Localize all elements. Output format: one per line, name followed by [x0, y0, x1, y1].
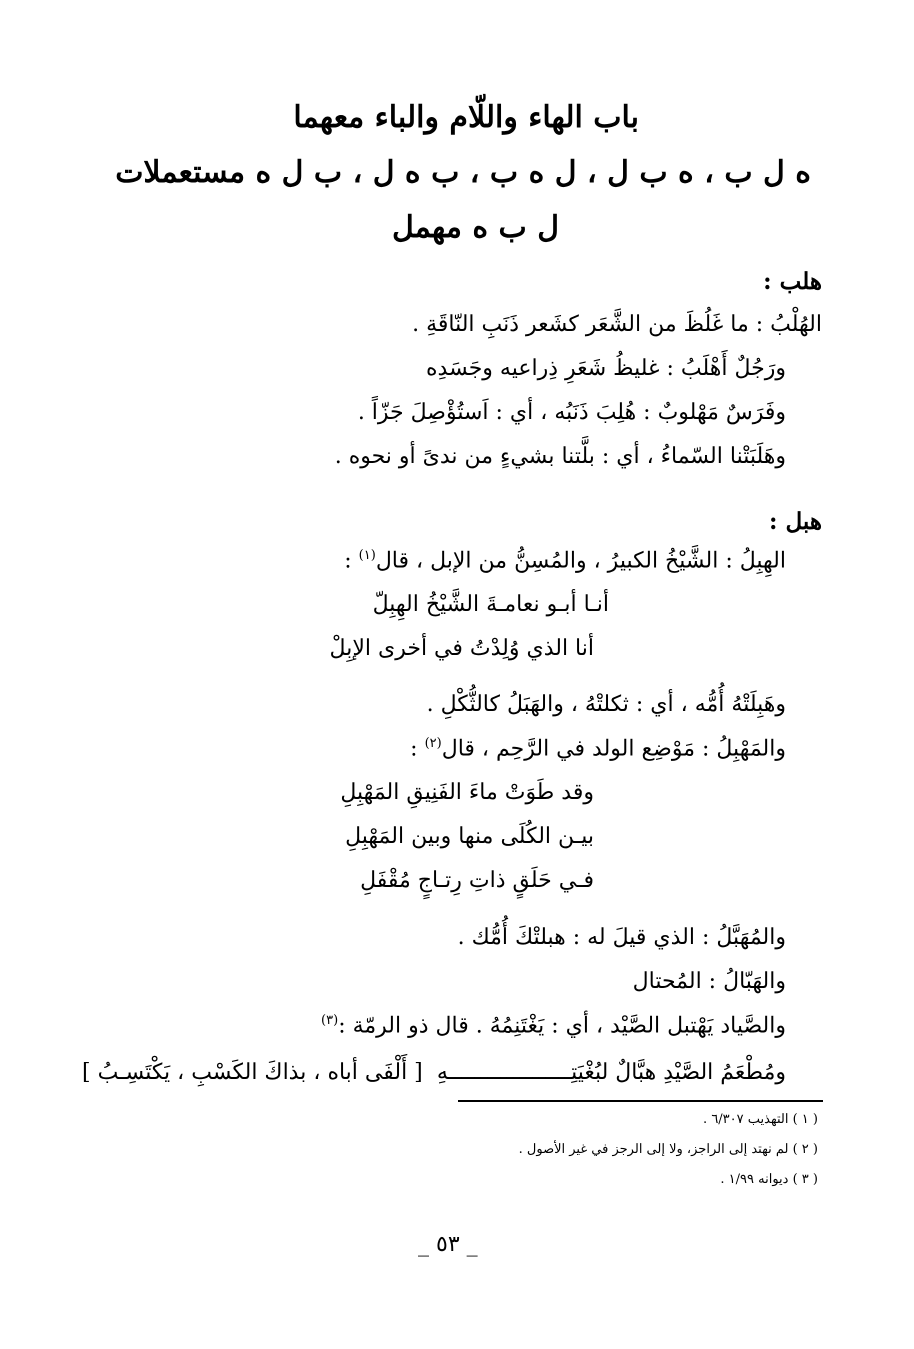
definition-line: وهَلَبَتْنا السّماءُ ، أي : بلَّتنا بشيءٍ من ندىً أو نحوه . — [334, 444, 786, 469]
footnote-divider — [458, 1100, 823, 1102]
verse-line: بيـن الكُلَى منها وبين المَهْبِلِ — [345, 824, 594, 849]
footnote: ( ١ ) التهذيب ٦/٣٠٧ . — [703, 1112, 818, 1127]
root-list-unused: ل ب ه مهمل — [391, 210, 559, 245]
definition-line: ورَجُلٌ أَهْلَبُ : غليظُ شَعَرِ ذِراعيه وجَسَدِه — [426, 356, 786, 381]
footnote-ref: (٢) — [424, 736, 442, 751]
verse-line: أنـا أبـو نعامـةَ الشَّيْخُ الهِبِلّ — [372, 592, 609, 617]
definition-line: الهُلْبُ : ما غَلُظَ من الشَّعَر كشَعر ذَنَبِ النّاقَةِ . — [412, 312, 822, 337]
definition-line: وهَبِلَتْهُ أُمُّه ، أي : ثكلتْهُ ، والهَبَلُ كالثُّكْلِ . — [426, 692, 786, 717]
footnote-ref: (٣) — [321, 1013, 339, 1028]
verse-first-hemistich: ومُطْعَمُ الصَّيْدِ هبَّالٌ لبُغْيَتِـــــــــــــــــــهِ — [436, 1060, 786, 1085]
definition-line: والصَّياد يَهْتبل الصَّيْد ، أي : يَغْتَنِمُهُ . قال ذو الرمّة :$^{(٣)}$ — [321, 1013, 786, 1039]
verse-second-hemistich: [ أَلْفَى أباه ، بذاكَ الكَسْبِ ، يَكْتَسِـبُ ] — [82, 1060, 423, 1085]
definition-line: والهَبّالُ : المُحتال — [632, 969, 786, 994]
root-list-used: ه ل ب ، ه ب ل ، ل ه ب ، ب ه ل ، ب ل ه مستعملات — [115, 155, 811, 190]
definition-line: الهِبِلُ : الشَّيْخُ الكبيرُ ، والمُسِنُّ من الإبل ، قال$^{(١)}$ : — [344, 548, 786, 574]
definition-line: وفَرَسٌ مَهْلوبٌ : هُلِبَ ذَنَبُه ، أي : اَستُؤْصِلَ جَزّاً . — [357, 400, 786, 425]
definition-line: والمُهَبَّلُ : الذي قيلَ له : هبلتْكَ أُمُّك . — [457, 925, 786, 950]
footnote: ( ٣ ) ديوانه ١/٩٩ . — [720, 1172, 818, 1187]
verse-line: وقد طَوَتْ ماءَ الفَنِيقِ المَهْبِلِ — [340, 780, 594, 805]
footnote: ( ٢ ) لم نهتد إلى الراجز، ولا إلى الرجز في غير الأصول . — [518, 1142, 818, 1157]
verse-line: أنا الذي وُلِدْتُ في أخرى الإبِلْ — [329, 636, 594, 661]
entry-heading-halab: هلب : — [763, 268, 822, 295]
footnote-ref: (١) — [358, 548, 376, 563]
verse-line: فـي حَلَقٍ ذاتِ رِتـاجٍ مُقْفَلِ — [360, 868, 594, 893]
page-number: _ ٥٣ _ — [418, 1232, 478, 1257]
chapter-title: باب الهاء واللّام والباء معهما — [293, 100, 639, 135]
definition-line: والمَهْبِلُ : مَوْضِع الولد في الرَّحِم ، قال$^{(٢)}$ : — [410, 736, 786, 762]
entry-heading-habal: هبل : — [769, 508, 822, 535]
